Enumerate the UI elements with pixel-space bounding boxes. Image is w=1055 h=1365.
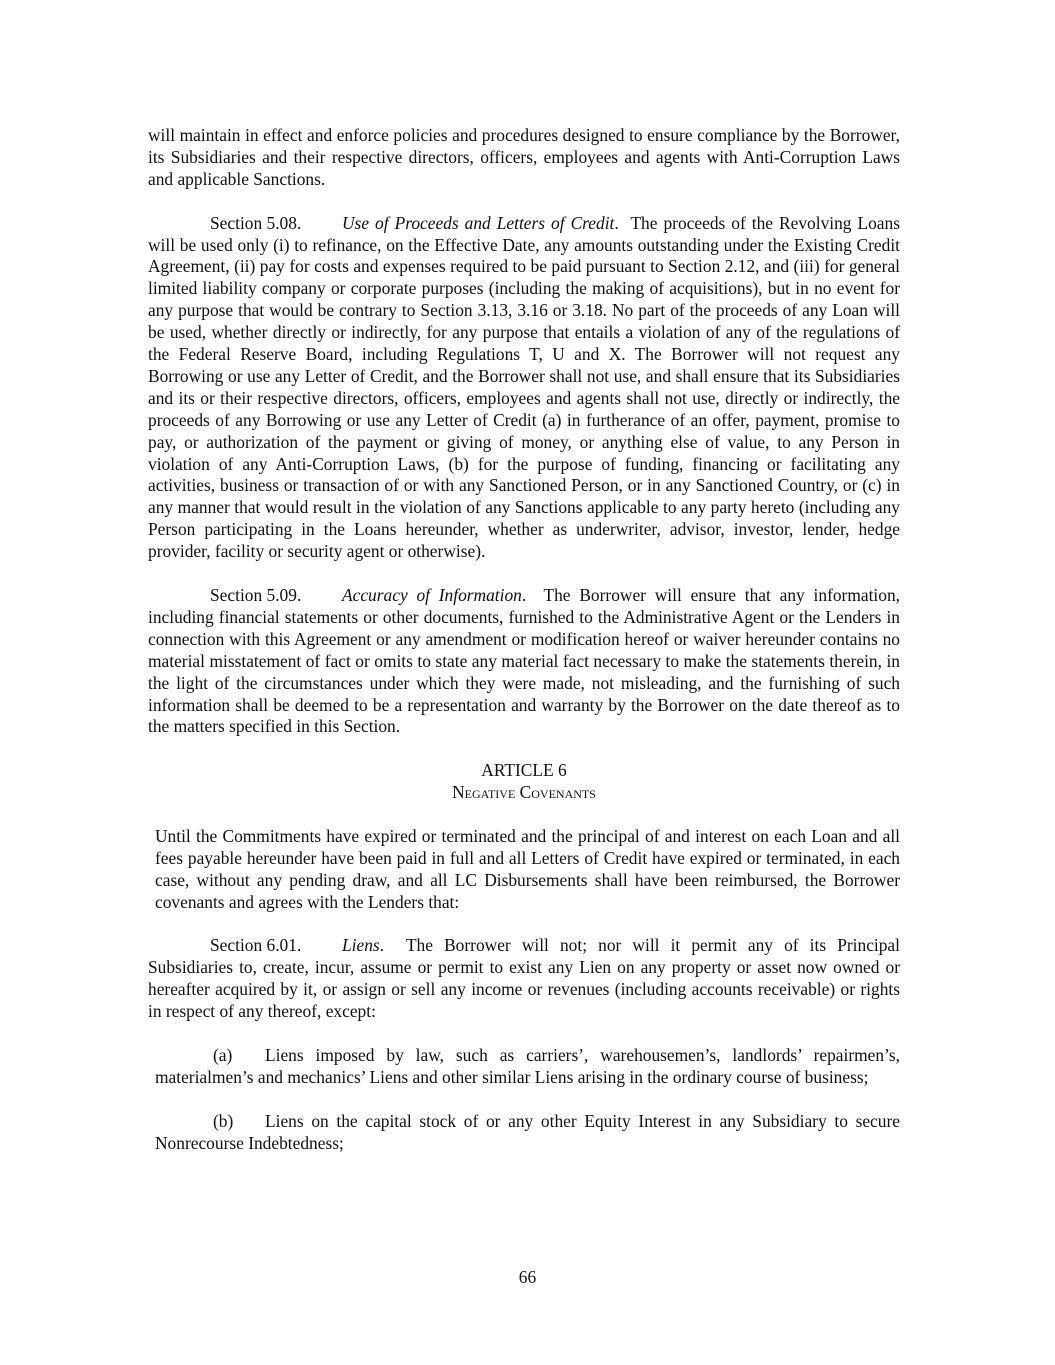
article-intro: Until the Commitments have expired or terminated and the principal of and interest on each Loan and all fees payable hereunder have been paid in full and all Letters of Credit have expired or terminated, in each case, without any pending draw, and all LC Disbursements shall have been reimbursed, the Borrower covenants and agrees with the Lenders that: bbox=[155, 825, 900, 912]
section-title: Liens bbox=[342, 935, 380, 956]
section-body: The Borrower will ensure that any information, including financial statements or other documents, furnished to the Administrative Agent or the Lenders in connection with this Agreement or any amendment or modification hereof or waiver hereunder contains no material misstatement of fact or omits to state any material fact necessary to make the statements therein, in the light of the circumstances under which they were made, not misleading, and the furnishing of such information shall be deemed to be a representation and warranty by the Borrower on the date thereof as to the matters specified in this Section. bbox=[148, 585, 900, 737]
section-number: Section 5.08. bbox=[210, 212, 302, 233]
clause-a bbox=[148, 1045, 900, 1089]
section-number: Section 6.01. bbox=[210, 935, 302, 956]
section-5-08: Section 5.08. Use of Proceeds and Letters of Credit. The proceeds of the Revolving Loans will be used only (i) to refinance, on the Effective Date, any amounts outstanding under the Existing Credit Agreement, (ii) pay for costs and expenses required to be paid pursuant to Section 2.12, and (iii) for general limited liability company or corporate purposes (including the making of acquisitions), but in no event for any purpose that would be contrary to Section 3.13, 3.16 or 3.18. No part of the proceeds of any Loan will be used, whether directly or indirectly, for any purpose that entails a violation of any of the regulations of the Federal Reserve Board, including Regulations T, U and X. The Borrower will not request any Borrowing or use any Letter of Credit, and the Borrower shall not use, and shall ensure that its Subsidiaries and its or their respective directors, officers, employees and agents shall not use, directly or indirectly, the proceeds of any Borrowing or use any Letter of Credit (a) in furtherance of an offer, payment, promise to pay, or authorization of the payment or giving of money, or anything else of value, to any Person in violation of any Anti-Corruption Laws, (b) for the purpose of funding, financing or facilitating any activities, business or transaction of or with any Sanctioned Person, or in any Sanctioned Country, or (c) in any manner that would result in the violation of any Sanctions applicable to any party hereto (including any Person participating in the Loans hereunder, whether as underwriter, advisor, investor, lender, hedge provider, facility or security agent or otherwise). bbox=[148, 212, 900, 562]
section-6-01: Section 6.01. Liens. The Borrower will not; nor will it permit any of its Principal Subsidiaries to, create, incur, assume or permit to exist any Lien on any property or asset now owned or hereafter acquired by it, or assign or sell any income or revenues (including accounts receivable) or rights in respect of any thereof, except: bbox=[148, 935, 900, 1022]
clause-text: Liens on the capital stock of or any other Equity Interest in any Subsidiary to secure Nonrecourse Indebtedness; bbox=[155, 1110, 900, 1153]
section-body: The proceeds of the Revolving Loans will be used only (i) to refinance, on the Effective Date, any amounts outstanding under the Existing Credit Agreement, (ii) pay for costs and expenses required to be paid pursuant to Section 2.12, and (iii) for general limited liability company or corporate purposes (including the making of acquisitions), but in no event for any purpose that would be contrary to Section 3.13, 3.16 or 3.18. No part of the proceeds of any Loan will be used, whether directly or indirectly, for any purpose that entails a violation of any of the regulations of the Federal Reserve Board, including Regulations T, U and X. The Borrower will not request any Borrowing or use any Letter of Credit, and the Borrower shall not use, and shall ensure that its Subsidiaries and its or their respective directors, officers, employees and agents shall not use, directly or indirectly, the proceeds of any Borrowing or use any Letter of Credit (a) in furtherance of an offer, payment, promise to pay, or authorization of the payment or giving of money, or anything else of value, to any Person in violation of any Anti-Corruption Laws, (b) for the purpose of funding, financing or facilitating any activities, business or transaction of or with any Sanctioned Person, or in any Sanctioned Country, or (c) in any manner that would result in the violation of any Sanctions applicable to any party hereto (including any Person participating in the Loans hereunder, whether as underwriter, advisor, investor, lender, hedge provider, facility or security agent or otherwise). bbox=[148, 212, 900, 562]
clause-label: (a) bbox=[213, 1044, 233, 1065]
section-5-09: Section 5.09. Accuracy of Information. The Borrower will ensure that any information, including financial statements or other documents, furnished to the Administrative Agent or the Lenders in connection with this Agreement or any amendment or modification hereof or waiver hereunder contains no material misstatement of fact or omits to state any material fact necessary to make the statements therein, in the light of the circumstances under which they were made, not misleading, and the furnishing of such information shall be deemed to be a representation and warranty by the Borrower on the date thereof as to the matters specified in this Section. bbox=[148, 585, 900, 737]
section-number: Section 5.09. bbox=[210, 585, 302, 605]
clause-label: (b) bbox=[213, 1110, 234, 1131]
section-body: The Borrower will not; nor will it permit any of its Principal Subsidiaries to, create, incur, assume or permit to exist any Lien on any property or asset now owned or hereafter acquired by it, or assign or sell any income or revenues (including accounts receivable) or rights in respect of any thereof, except: bbox=[148, 935, 900, 1022]
section-title: Use of Proceeds and Letters of Credit bbox=[342, 212, 615, 233]
opening-paragraph: will maintain in effect and enforce policies and procedures designed to ensure compliance by the Borrower, its Subsidiaries and their respective directors, officers, employees and agents with Anti-Corruption Laws and applicable Sanctions. bbox=[148, 125, 900, 189]
document-page bbox=[148, 125, 900, 1154]
page-number: 66 bbox=[518, 1267, 537, 1287]
clause-b bbox=[148, 1111, 900, 1155]
article-number: ARTICLE 6 bbox=[481, 760, 567, 781]
section-title: Accuracy of Information bbox=[342, 585, 522, 605]
article-heading bbox=[148, 760, 900, 804]
clause-text: Liens imposed by law, such as carriers’, warehousemen’s, landlords’ repairmen’s, materialmen’s and mechanics’ Liens and other similar Liens arising in the ordinary course of business; bbox=[155, 1044, 900, 1087]
article-name: Negative Covenants bbox=[452, 782, 596, 803]
